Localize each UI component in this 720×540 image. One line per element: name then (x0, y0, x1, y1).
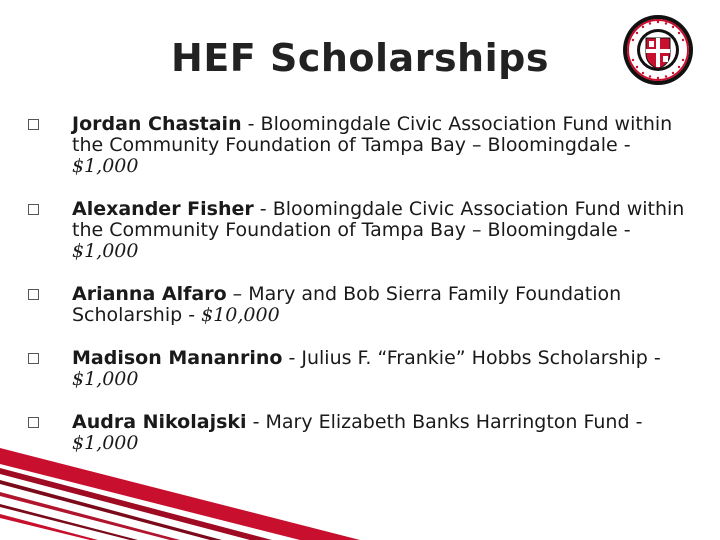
bullet-checkbox-icon (28, 289, 39, 300)
separator: – (226, 283, 249, 305)
award-amount: $1,000 (72, 432, 139, 454)
separator: - (253, 198, 273, 220)
fund-name: Bloomingdale Civic Association Fund within the Community Foundation of Tampa Bay – Bloomingdale - (72, 113, 673, 156)
separator: - (241, 113, 261, 135)
separator: - (282, 347, 302, 369)
bullet-checkbox-icon (28, 119, 39, 130)
recipient-name: Jordan Chastain (72, 113, 242, 135)
list-item (28, 348, 688, 390)
fund-name: Julius F. “Frankie” Hobbs Scholarship - (301, 347, 661, 369)
school-seal-logo (622, 14, 694, 86)
recipient-name: Audra Nikolajski (72, 411, 247, 433)
recipient-name: Alexander Fisher (72, 198, 254, 220)
fund-name: Bloomingdale Civic Association Fund within the Community Foundation of Tampa Bay – Bloomingdale - (72, 198, 685, 241)
award-amount: $1,000 (72, 368, 139, 390)
award-amount: $1,000 (72, 155, 139, 177)
scholarship-list (28, 114, 688, 476)
separator: - (246, 411, 266, 433)
list-item (28, 199, 688, 262)
award-amount: $1,000 (72, 240, 139, 262)
award-amount: $10,000 (201, 304, 280, 326)
list-item (28, 284, 688, 326)
list-item (28, 114, 688, 177)
bullet-checkbox-icon (28, 417, 39, 428)
decorative-stripes (0, 440, 720, 540)
bullet-checkbox-icon (28, 353, 39, 364)
fund-name: Mary and Bob Sierra Family Foundation Scholarship - (72, 283, 622, 326)
slide-title: HEF Scholarships (171, 36, 549, 80)
bullet-checkbox-icon (28, 204, 39, 215)
fund-name: Mary Elizabeth Banks Harrington Fund - (265, 411, 643, 433)
recipient-name: Madison Mananrino (72, 347, 283, 369)
recipient-name: Arianna Alfaro (72, 283, 227, 305)
